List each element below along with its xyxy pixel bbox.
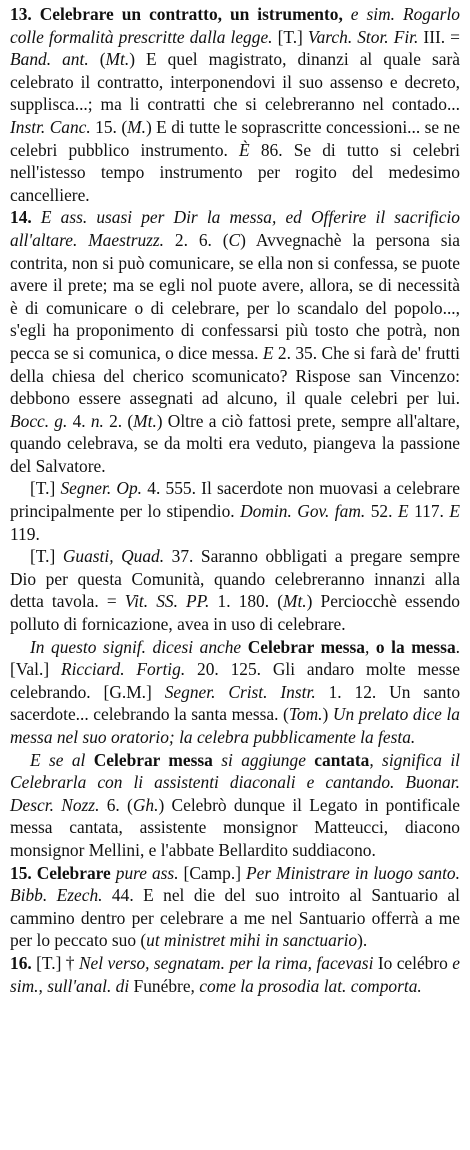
- text-segment: Ricciard. Fortig.: [60, 659, 186, 680]
- text-segment: Band. ant.: [10, 49, 89, 70]
- text-segment: 15. Celebrare: [10, 862, 116, 883]
- text-segment: e sim., sull'anal. di: [10, 952, 460, 996]
- text-segment: E ass. usasi per Dir la messa, ed Offerire il sacrificio all'altare. Maestruzz.: [10, 207, 460, 250]
- text-segment: , come la prosodia lat. comporta.: [190, 975, 422, 996]
- text-segment: Mt.: [105, 49, 130, 70]
- segner-citation-paragraph: [10, 477, 460, 545]
- text-segment: ) Celebrò dunque il Legato in pontificale messa cantata, assistente monsignor Matteucci, diacono monsignor Mellini, e l'abbate Bellardito suddiacono.: [10, 794, 460, 860]
- text-segment: 6. (: [99, 794, 133, 815]
- text-segment: Segner. Crist. Instr.: [164, 681, 316, 702]
- celebrar-messa-paragraph: [10, 636, 460, 749]
- text-segment: [T.]: [272, 26, 308, 47]
- text-segment: Celebrar messa: [93, 749, 213, 770]
- text-segment: ) Avvegnachè la persona sia contrita, non si può comunicare, se ella non si confessa, se puote avere il prete; ma se egli nol puote avere, allora, se di necessità è di comunicare o di celebrare, per lo scandalo del popolo..., s'egli ha proponimento di confessarsi più tosto che potrà, non pecca se si comunica, o dice messa.: [10, 229, 461, 363]
- text-segment: , significa il Celebrarla con li assistenti diaconali e cantando. Buonar. Descr. Nozz.: [10, 749, 460, 815]
- text-segment: e sim. Rogarlo colle formalità prescritte dalla legge.: [10, 4, 460, 47]
- text-segment: 117.: [408, 501, 450, 522]
- text-segment: ): [322, 704, 333, 725]
- text-segment: 16.: [10, 952, 37, 973]
- text-segment: 2. 6. (: [164, 229, 229, 250]
- text-segment: 1. 12. Un santo sacerdote... celebrando la santa messa. (: [10, 681, 461, 725]
- text-segment: 15. (: [90, 116, 128, 137]
- text-segment: E: [449, 501, 460, 522]
- text-segment: ) E di tutte le soprascritte concessioni... se ne celebri pubblico instrumento.: [10, 116, 460, 160]
- text-segment: Un prelato dice la messa nel suo oratorio; la celebra pubblicamente la festa.: [10, 704, 460, 747]
- text-segment: [Camp.]: [178, 862, 246, 883]
- entry-14-paragraph: [10, 206, 460, 477]
- text-segment: 1. 180. (: [209, 591, 283, 612]
- text-segment: Nel verso, segnatam. per la rima, facevasi: [78, 952, 378, 973]
- text-segment: 52.: [365, 501, 398, 522]
- text-segment: Domin. Gov. fam.: [240, 501, 366, 522]
- text-segment: 44. E nel die del suo introito al Santuario al cammino dentro per celebrare a me nel Santuario offerrà a me per lo peccato suo (: [10, 885, 460, 951]
- text-segment: 86. Se di tutto si celebri nell'istesso tempo instrumento per rogito del medesimo cancelliere.: [10, 139, 460, 205]
- text-segment: [T.]: [30, 546, 63, 567]
- text-segment: Bocc. g.: [10, 410, 68, 431]
- text-segment: È: [239, 139, 250, 160]
- text-segment: 4. 555. Il sacerdote non muovasi a celebrare principalmente per lo stipendio.: [10, 478, 460, 522]
- text-segment: 37. Saranno obbligati a pregare sempre Dio per questa Comunità, quando celebreranno innanzi alla detta tavola. =: [10, 546, 460, 612]
- text-segment: Mt.: [282, 591, 307, 612]
- text-segment: . [Val.]: [10, 636, 460, 680]
- text-segment: ) Oltre a ciò fattosi prete, sempre all'altare, quando celebrava, se da molti era veduto, piangeva la passione del Salvatore.: [10, 410, 460, 476]
- text-segment: Per Ministrare in luogo santo. Bibb. Ezech.: [10, 862, 460, 906]
- text-segment: Celebrar messa: [247, 636, 365, 657]
- text-segment: 2. 35. Che si farà de' frutti della chiesa del cherico scomunicato? Rispose san Vincenzo: debbono essere assegnati ad alcuno, il quale celebri per lui.: [10, 342, 460, 409]
- text-segment: [T.]: [30, 478, 61, 499]
- text-segment: si aggiunge: [212, 749, 315, 770]
- text-segment: Guasti, Quad.: [62, 546, 165, 567]
- text-segment: cantata: [314, 749, 370, 770]
- text-segment: E: [397, 501, 409, 522]
- text-segment: In questo signif. dicesi anche: [30, 636, 248, 657]
- text-segment: Mt.: [133, 410, 157, 431]
- text-segment: Funébre: [133, 975, 191, 996]
- text-segment: pure ass.: [115, 862, 179, 883]
- text-segment: ,: [365, 636, 376, 657]
- text-segment: Segner. Op.: [60, 478, 143, 499]
- text-segment: C: [228, 229, 241, 250]
- entry-16-paragraph: [10, 952, 460, 997]
- entry-15-paragraph: [10, 862, 460, 952]
- text-segment: ut ministret mihi in sanctuario: [146, 930, 358, 951]
- text-segment: Instr. Canc.: [10, 116, 91, 137]
- guasti-citation-paragraph: [10, 545, 460, 635]
- text-segment: (: [88, 49, 106, 70]
- text-segment: Varch. Stor. Fir.: [307, 26, 419, 47]
- text-segment: Gh.: [132, 794, 159, 815]
- text-segment: III. =: [418, 26, 460, 47]
- text-segment: 20. 125. Gli andaro molte messe celebrando. [G.M.]: [10, 659, 460, 702]
- text-segment: 119.: [10, 523, 40, 544]
- entry-13-paragraph: [10, 3, 460, 206]
- text-segment: ).: [357, 930, 368, 951]
- messa-cantata-paragraph: [10, 749, 460, 862]
- text-segment: Tom.: [288, 704, 323, 725]
- text-segment: ) E quel magistrato, dinanzi al quale sarà celebrato il contratto, interponendovi il suo assenso e decreto, supplisca...; ma li contratti che si celebreranno nel contado...: [10, 49, 460, 115]
- text-segment: 14.: [10, 207, 41, 228]
- text-segment: 4.: [67, 410, 91, 431]
- text-segment: Vit. SS. PP.: [124, 591, 210, 612]
- text-segment: ) Perciocchè essendo polluto di fornicazione, avea in uso di celebrare.: [10, 591, 460, 635]
- text-segment: o la messa: [375, 636, 456, 657]
- text-segment: n.: [90, 410, 104, 431]
- text-segment: M.: [127, 116, 146, 137]
- text-segment: E se al: [30, 749, 94, 770]
- text-segment: E: [262, 342, 274, 363]
- text-segment: 2. (: [103, 410, 134, 431]
- text-segment: [T.] †: [36, 952, 79, 973]
- text-segment: Io celébro: [377, 952, 453, 973]
- text-segment: 13. Celebrare un contratto, un istrumento,: [10, 4, 351, 24]
